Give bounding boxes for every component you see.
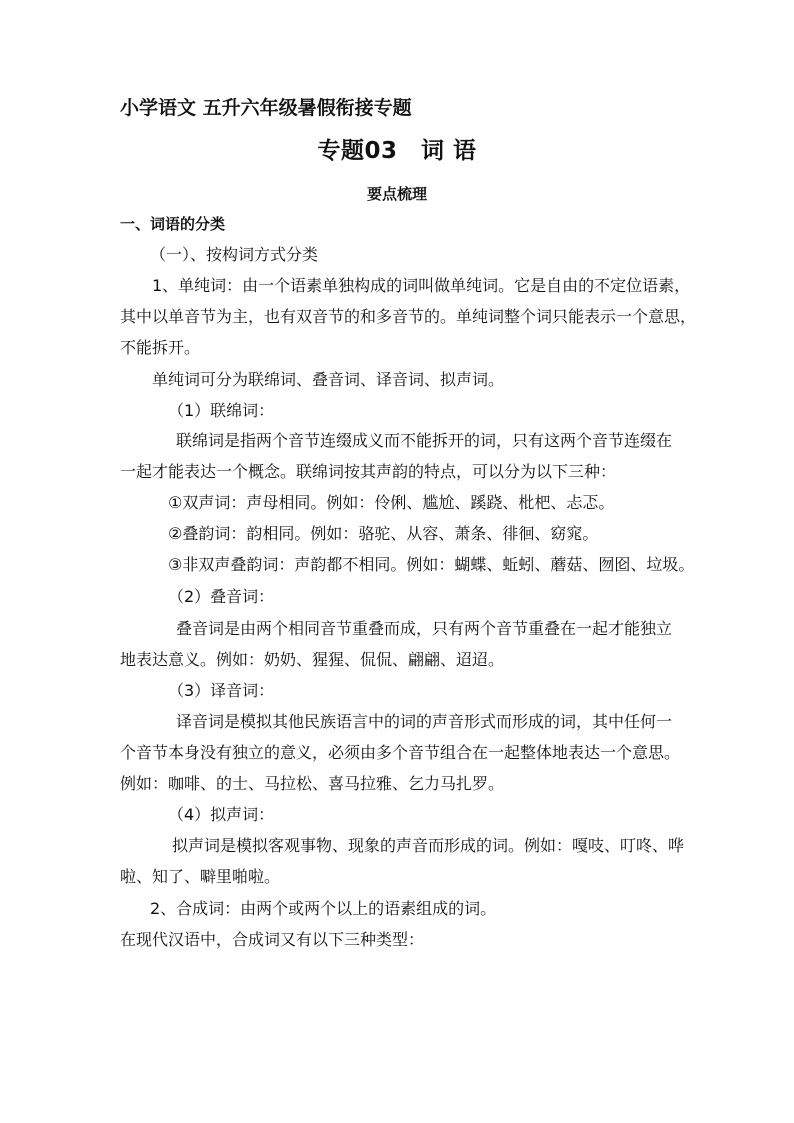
subheading-nisheng: （4）拟声词： <box>168 805 275 824</box>
paragraph-line: 联绵词是指两个音节连缀成义而不能拆开的词，只有这两个音节连缀在 <box>176 431 673 450</box>
document-subtitle: 要点梳理 <box>366 185 427 203</box>
document-title: 专题03 词 语 <box>317 138 477 164</box>
paragraph-line: 译音词是模拟其他民族语言中的词的声音形式而形成的词，其中任何一 <box>176 712 673 731</box>
paragraph-line: 拟声词是模拟客观事物、现象的声音而形成的词。例如：嘎吱、叮咚、哗 <box>172 836 685 855</box>
paragraph-line: 单纯词可分为联绵词、叠音词、译音词、拟声词。 <box>152 370 505 389</box>
list-item: ①双声词：声母相同。例如：伶俐、尴尬、蹊跷、枇杷、忐忑。 <box>168 493 615 512</box>
paragraph-line: 地表达意义。例如：奶奶、猩猩、侃侃、翩翩、迢迢。 <box>120 650 505 669</box>
paragraph-line: 在现代汉语中，合成词又有以下三种类型： <box>120 930 425 949</box>
paragraph-line: 2、合成词：由两个或两个以上的语素组成的词。 <box>150 899 497 918</box>
list-item: ②叠韵词：韵相同。例如：骆驼、从容、萧条、徘徊、窈窕。 <box>168 524 599 543</box>
document-header: 小学语文 五升六年级暑假衔接专题 <box>120 97 412 119</box>
subheading-lianmian: （1）联绵词： <box>168 401 275 420</box>
paragraph-line: 1、单纯词：由一个语素单独构成的词叫做单纯词。它是自由的不定位语素， <box>152 276 691 295</box>
paragraph-line: 一起才能表达一个概念。联绵词按其声韵的特点，可以分为以下三种： <box>120 462 617 481</box>
paragraph-line: 啦、知了、噼里啪啦。 <box>120 867 281 886</box>
paragraph-line: 不能拆开。 <box>120 338 201 357</box>
paragraph-line: 例如：咖啡、的士、马拉松、喜马拉雅、乞力马扎罗。 <box>120 774 505 793</box>
subheading-dieyin: （2）叠音词： <box>168 587 275 606</box>
paragraph-line: 叠音词是由两个相同音节重叠而成，只有两个音节重叠在一起才能独立 <box>176 619 673 638</box>
paragraph-line: 个音节本身没有独立的意义，必须由多个音节组合在一起整体地表达一个意思。 <box>120 743 681 762</box>
list-item: ③非双声叠韵词：声韵都不相同。例如：蝴蝶、蚯蚓、蘑菇、囫囵、垃圾。 <box>168 555 695 574</box>
section-heading: 一、词语的分类 <box>120 215 226 233</box>
subsection-heading: （一）、按构词方式分类 <box>150 245 319 264</box>
paragraph-line: 其中以单音节为主，也有双音节的和多音节的。单纯词整个词只能表示一个意思， <box>120 307 697 326</box>
subheading-yiyin: （3）译音词： <box>168 681 275 700</box>
